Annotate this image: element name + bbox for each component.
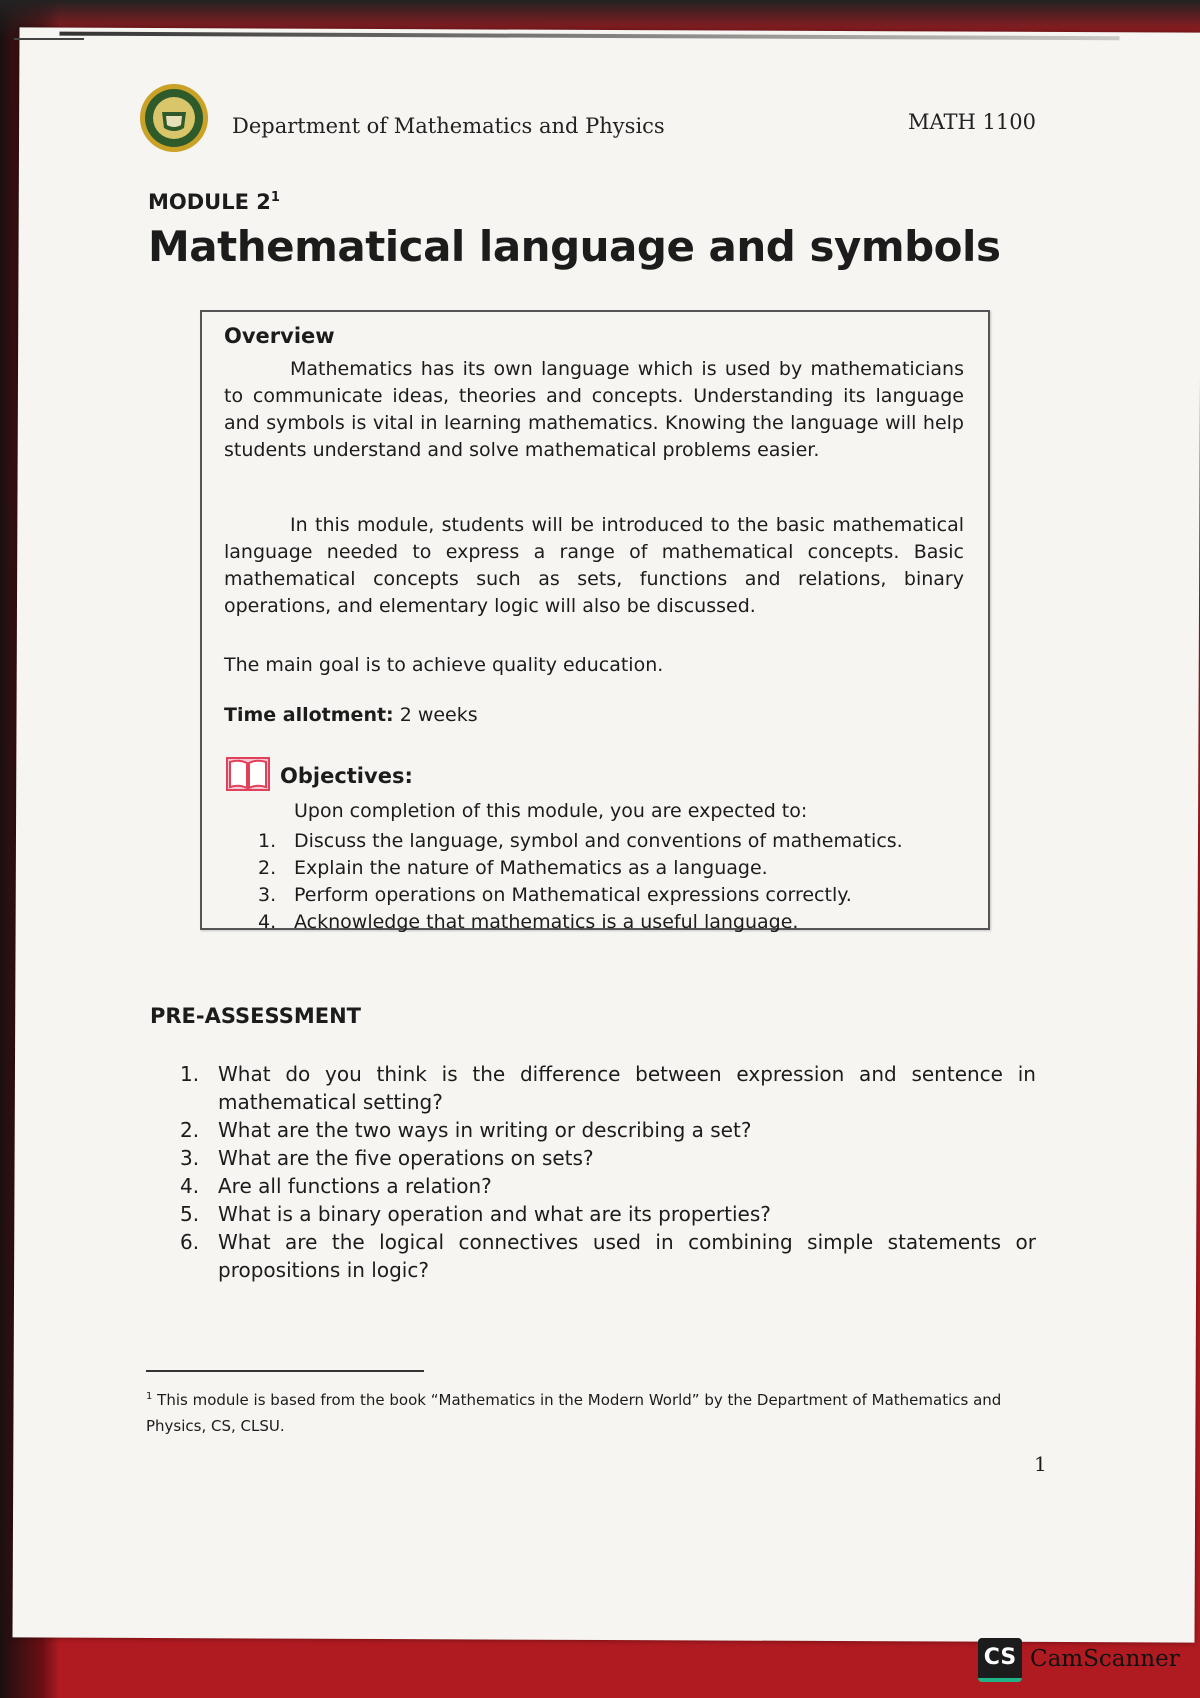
page-number: 1 (1034, 1452, 1047, 1476)
university-seal-icon (138, 82, 210, 154)
list-item: 2. Explain the nature of Mathematics as a language. (258, 857, 768, 879)
page-top-edge-line (59, 32, 1119, 41)
list-item: 6. What are the logical connectives used in combining simple statements or propositions in logic? (180, 1230, 1036, 1282)
objectives-intro: Upon completion of this module, you are expected to: (294, 800, 808, 822)
time-allotment-label: Time allotment: (224, 704, 394, 726)
list-item: 2. What are the two ways in writing or describing a set? (180, 1118, 752, 1142)
overview-paragraph-1: Mathematics has its own language which is used by mathematicians to communicate ideas, theories and concepts. Understanding its language and symbols is vital in learning mathematics. Knowing the language will help students understand and solve mathematical problems easier. (224, 358, 964, 461)
list-item: 3. What are the five operations on sets? (180, 1146, 594, 1170)
pre-assessment-heading: PRE-ASSESSMENT (150, 1004, 361, 1028)
scan-mark (14, 38, 84, 40)
footnote-reference: 1 (270, 190, 280, 205)
pre-assessment-list (180, 1060, 1036, 1284)
camscanner-logo-icon: CS (978, 1638, 1022, 1682)
open-book-icon (226, 756, 270, 792)
list-item: 1. What do you think is the difference between expression and sentence in mathematical setting? (180, 1062, 1036, 1114)
department-name: Department of Mathematics and Physics (232, 114, 665, 138)
list-item: 4. Are all functions a relation? (180, 1174, 492, 1198)
list-item: 5. What is a binary operation and what are its properties? (180, 1202, 771, 1226)
footnote (146, 1384, 1042, 1439)
main-goal: The main goal is to achieve quality education. (224, 654, 664, 676)
camscanner-watermark: CamScanner (1030, 1646, 1180, 1672)
overview-heading: Overview (224, 324, 335, 348)
footnote-mark: 1 (146, 1391, 153, 1402)
overview-paragraph-2: In this module, students will be introduced to the basic mathematical language needed to express a range of mathematical concepts. Basic mathematical concepts such as sets, functions and relations, binary operations, and elementary logic will also be discussed. (224, 514, 964, 617)
page-title: Mathematical language and symbols (148, 222, 1001, 271)
footnote-divider (146, 1370, 424, 1372)
module-label-text: MODULE 2 (148, 190, 271, 214)
time-allotment (224, 704, 478, 726)
footnote-text: This module is based from the book “Mathematics in the Modern World” by the Department of Mathematics and Physics, CS, CLSU. (146, 1391, 1002, 1435)
module-label (148, 190, 280, 214)
time-allotment-value: 2 weeks (399, 704, 478, 726)
list-item: 1. Discuss the language, symbol and conventions of mathematics. (258, 830, 903, 852)
objectives-list (258, 828, 903, 936)
objectives-heading: Objectives: (280, 764, 413, 788)
list-item: 3. Perform operations on Mathematical expressions correctly. (258, 884, 852, 906)
course-code: MATH 1100 (908, 110, 1036, 134)
list-item: 4. Acknowledge that mathematics is a useful language. (258, 911, 799, 933)
